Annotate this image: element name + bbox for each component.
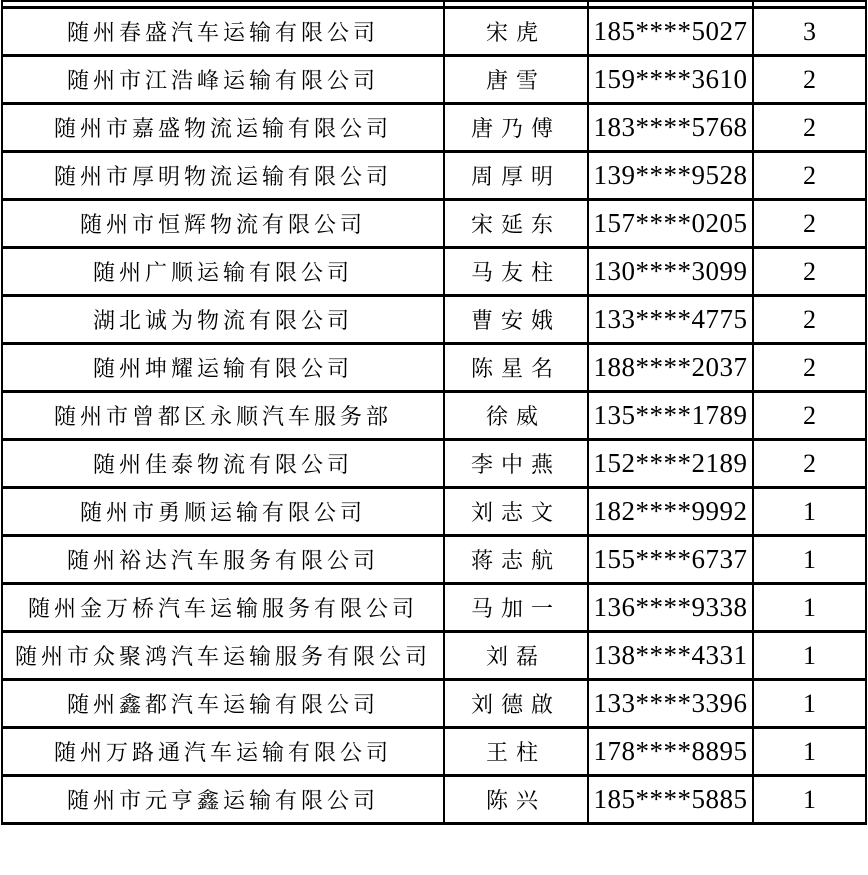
phone-number-cell: 130****3099 (588, 248, 753, 296)
company-name-cell: 随州市勇顺运输有限公司 (2, 488, 444, 536)
table-body (2, 1, 866, 824)
contact-name-cell: 唐雪 (444, 56, 588, 104)
table-row (2, 632, 866, 680)
phone-number-cell: 135****1789 (588, 392, 753, 440)
count-cell: 1 (753, 584, 866, 632)
table-row (2, 104, 866, 152)
contact-name-cell: 周厚明 (444, 152, 588, 200)
phone-number-cell: 185****5885 (588, 776, 753, 824)
contact-name-cell: 刘德啟 (444, 680, 588, 728)
count-cell: 1 (753, 632, 866, 680)
company-name-cell: 随州裕达汽车服务有限公司 (2, 536, 444, 584)
company-name-cell: 随州市元亨鑫运输有限公司 (2, 776, 444, 824)
table-row (2, 392, 866, 440)
phone-number-cell: 152****2189 (588, 440, 753, 488)
table-row (2, 296, 866, 344)
contact-name-cell: 刘志文 (444, 488, 588, 536)
company-contact-table (1, 0, 867, 825)
company-name-cell: 随州市厚明物流运输有限公司 (2, 152, 444, 200)
table-row (2, 248, 866, 296)
table-row (2, 728, 866, 776)
table-row (2, 536, 866, 584)
count-cell: 2 (753, 104, 866, 152)
company-name-cell: 随州佳泰物流有限公司 (2, 440, 444, 488)
phone-number-cell: 136****9338 (588, 584, 753, 632)
count-cell: 1 (753, 536, 866, 584)
count-cell: 1 (753, 776, 866, 824)
company-name-cell: 随州坤耀运输有限公司 (2, 344, 444, 392)
company-name-cell: 随州市众聚鸿汽车运输服务有限公司 (2, 632, 444, 680)
table-row (2, 584, 866, 632)
company-name-cell: 随州市恒辉物流有限公司 (2, 200, 444, 248)
company-name-cell: 随州春盛汽车运输有限公司 (2, 8, 444, 56)
company-name-cell: 随州广顺运输有限公司 (2, 248, 444, 296)
contact-name-cell: 王柱 (444, 728, 588, 776)
contact-name-cell: 刘磊 (444, 632, 588, 680)
contact-name-cell: 唐乃傅 (444, 104, 588, 152)
contact-name-cell: 蒋志航 (444, 536, 588, 584)
count-cell: 2 (753, 56, 866, 104)
phone-number-cell: 133****4775 (588, 296, 753, 344)
phone-number-cell: 182****9992 (588, 488, 753, 536)
contact-name-cell: 宋虎 (444, 8, 588, 56)
contact-name-cell: 宋延东 (444, 200, 588, 248)
company-name-cell: 随州万路通汽车运输有限公司 (2, 728, 444, 776)
phone-number-cell: 157****0205 (588, 200, 753, 248)
phone-number-cell: 138****4331 (588, 632, 753, 680)
count-cell: 2 (753, 296, 866, 344)
count-cell: 2 (753, 248, 866, 296)
count-cell: 3 (753, 8, 866, 56)
count-cell: 2 (753, 392, 866, 440)
count-cell: 1 (753, 680, 866, 728)
company-name-cell: 随州市曾都区永顺汽车服务部 (2, 392, 444, 440)
contact-name-cell: 曹安娥 (444, 296, 588, 344)
company-name-cell: 随州金万桥汽车运输服务有限公司 (2, 584, 444, 632)
contact-name-cell: 李中燕 (444, 440, 588, 488)
table-row (2, 200, 866, 248)
table-row (2, 344, 866, 392)
contact-name-cell: 陈星名 (444, 344, 588, 392)
company-name-cell: 湖北诚为物流有限公司 (2, 296, 444, 344)
table-row (2, 56, 866, 104)
table-row (2, 776, 866, 824)
company-name-cell: 随州市江浩峰运输有限公司 (2, 56, 444, 104)
table-row (2, 152, 866, 200)
phone-number-cell: 185****5027 (588, 8, 753, 56)
phone-number-cell: 139****9528 (588, 152, 753, 200)
count-cell: 2 (753, 200, 866, 248)
phone-number-cell: 178****8895 (588, 728, 753, 776)
count-cell: 1 (753, 728, 866, 776)
phone-number-cell: 133****3396 (588, 680, 753, 728)
table-row (2, 488, 866, 536)
table-row (2, 8, 866, 56)
contact-name-cell: 陈兴 (444, 776, 588, 824)
table-row (2, 440, 866, 488)
contact-name-cell: 马友柱 (444, 248, 588, 296)
phone-number-cell: 183****5768 (588, 104, 753, 152)
count-cell: 2 (753, 440, 866, 488)
phone-number-cell: 155****6737 (588, 536, 753, 584)
count-cell: 2 (753, 344, 866, 392)
table-row (2, 680, 866, 728)
count-cell: 1 (753, 488, 866, 536)
contact-name-cell: 徐威 (444, 392, 588, 440)
company-name-cell: 随州鑫都汽车运输有限公司 (2, 680, 444, 728)
phone-number-cell: 159****3610 (588, 56, 753, 104)
company-name-cell: 随州市嘉盛物流运输有限公司 (2, 104, 444, 152)
phone-number-cell: 188****2037 (588, 344, 753, 392)
count-cell: 2 (753, 152, 866, 200)
contact-name-cell: 马加一 (444, 584, 588, 632)
